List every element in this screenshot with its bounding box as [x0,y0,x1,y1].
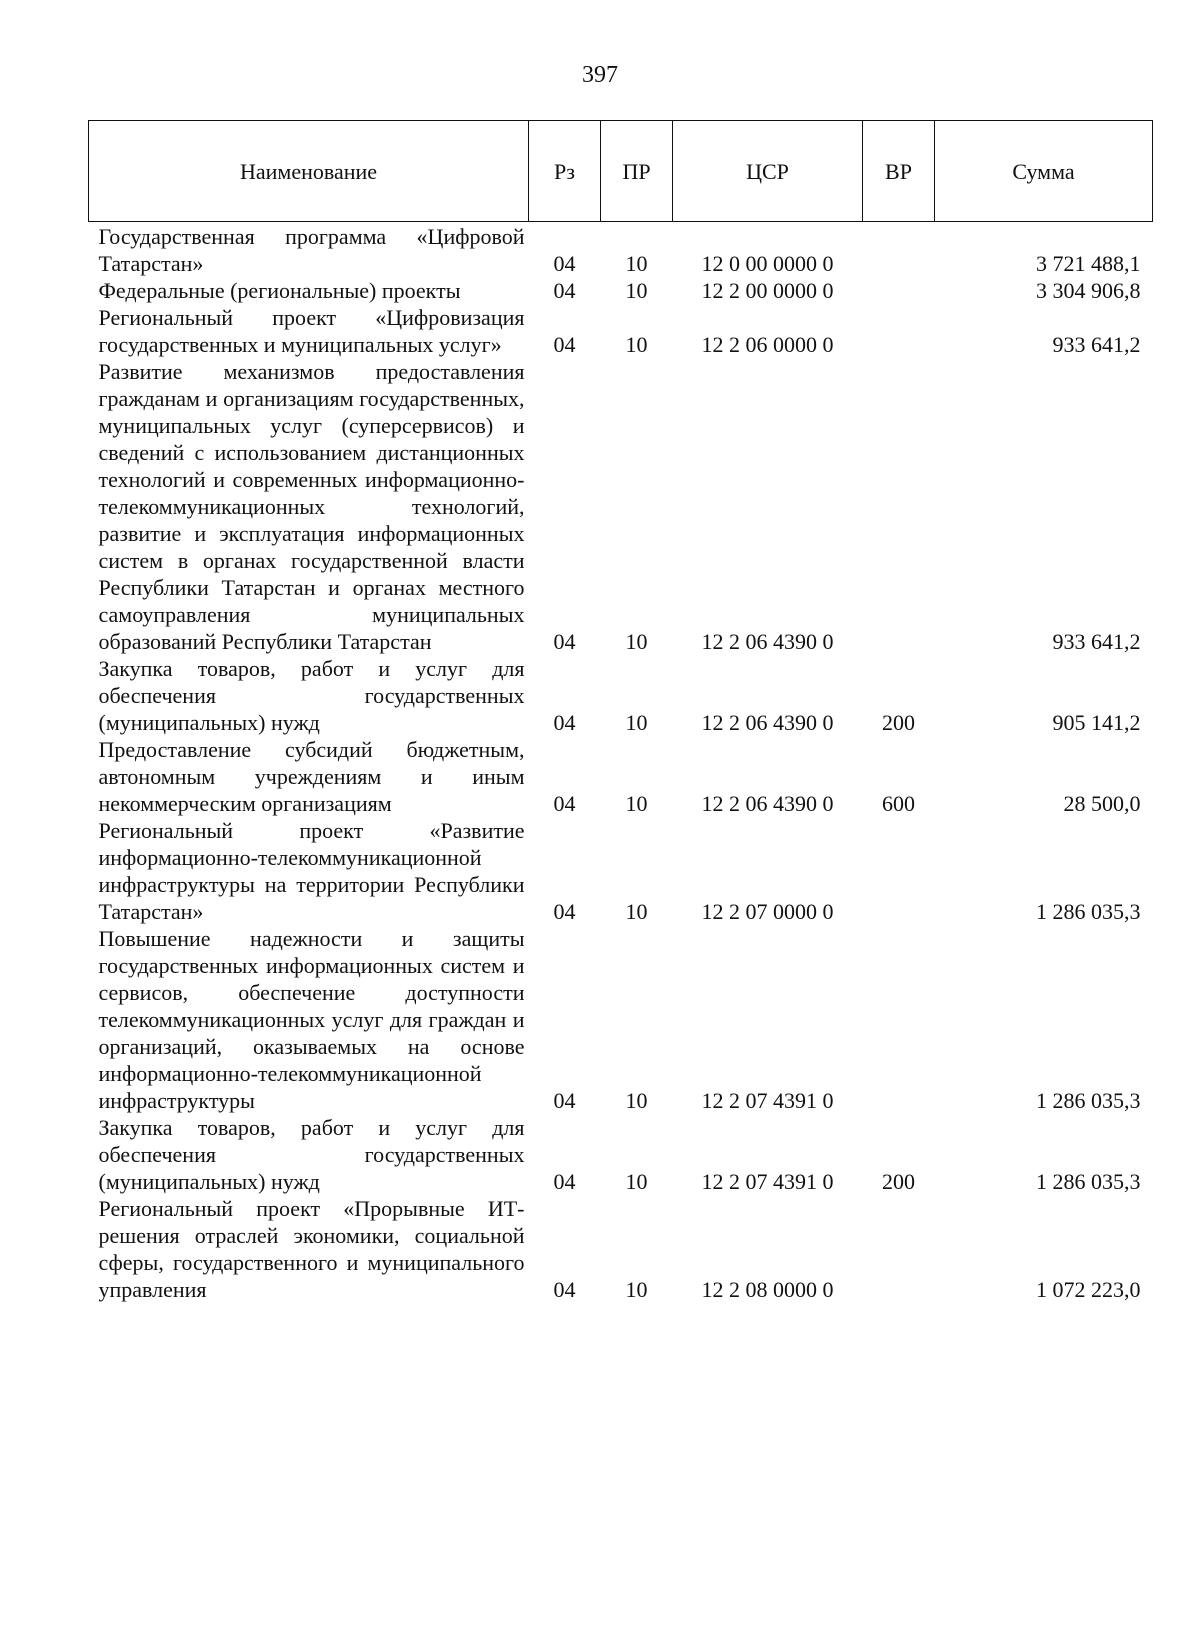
row-sum: 1 286 035,3 [1036,1169,1141,1194]
row-csr: 12 2 07 0000 0 [701,899,834,924]
row-rz: 04 [553,710,576,735]
row-vr [863,817,935,925]
row-vr: 200 [882,1169,915,1194]
row-name: Региональный проект «Развитие информационно-телекоммуникационной инфраструктуры на территории Республики Татарстан» [98,818,525,924]
table-header [89,121,1153,222]
row-rz: 04 [553,1277,576,1302]
table-row [89,277,1153,304]
row-rz: 04 [553,1169,576,1194]
row-rz: 04 [553,251,576,276]
table-row [89,222,1153,278]
row-vr [863,222,935,278]
row-sum: 1 286 035,3 [1036,1088,1141,1113]
table-row [89,817,1153,925]
row-csr: 12 2 08 0000 0 [701,1277,834,1302]
header-sum: Сумма [935,121,1153,222]
row-csr: 12 2 00 0000 0 [701,278,834,303]
row-rz: 04 [553,629,576,654]
row-pr: 10 [625,791,648,816]
row-csr: 12 2 06 4390 0 [701,791,834,816]
page-number: 397 [582,62,618,88]
budget-table [88,120,1153,1303]
row-pr: 10 [625,629,648,654]
header-csr: ЦСР [673,121,863,222]
row-pr: 10 [625,1277,648,1302]
row-rz: 04 [553,791,576,816]
row-name: Развитие механизмов предоставления гражданам и организациям государственных, муниципальных услуг (суперсервисов) и сведений с использованием дистанционных технологий и современных информационно-телекоммуникационных технологий, развитие и эксплуатация информационных систем в органах государственной власти Республики Татарстан и органах местного самоуправления муниципальных образований Республики Татарстан [98,359,525,654]
row-csr: 12 2 06 4390 0 [701,629,834,654]
row-name: Федеральные (региональные) проекты [98,278,461,303]
row-pr: 10 [625,251,648,276]
row-pr: 10 [625,710,648,735]
table-row [89,1114,1153,1195]
row-sum: 1 072 223,0 [1036,1277,1141,1302]
table-row [89,358,1153,655]
table-row [89,736,1153,817]
table-row [89,1195,1153,1303]
row-vr: 600 [882,791,915,816]
header-vr: ВР [863,121,935,222]
row-sum: 933 641,2 [1052,332,1141,357]
row-csr: 12 2 06 0000 0 [701,332,834,357]
header-rz: Рз [529,121,601,222]
row-csr: 12 2 07 4391 0 [701,1088,834,1113]
row-pr: 10 [625,278,648,303]
row-rz: 04 [553,278,576,303]
row-name: Региональный проект «Цифровизация государственных и муниципальных услуг» [98,305,525,357]
header-pr: ПР [601,121,673,222]
row-sum: 3 721 488,1 [1036,251,1141,276]
row-name: Повышение надежности и защиты государственных информационных систем и сервисов, обеспечение доступности телекоммуникационных услуг для граждан и организаций, оказываемых на основе информационно-телекоммуникационной инфраструктуры [98,926,525,1113]
row-sum: 1 286 035,3 [1036,899,1141,924]
row-rz: 04 [553,1088,576,1113]
row-pr: 10 [625,1088,648,1113]
table-row [89,655,1153,736]
row-pr: 10 [625,332,648,357]
row-sum: 933 641,2 [1052,629,1141,654]
row-vr [863,1195,935,1303]
row-pr: 10 [625,1169,648,1194]
row-sum: 3 304 906,8 [1036,278,1141,303]
row-vr [863,277,935,304]
row-csr: 12 2 07 4391 0 [701,1169,834,1194]
row-rz: 04 [553,899,576,924]
row-pr: 10 [625,899,648,924]
header-name: Наименование [89,121,529,222]
row-vr [863,304,935,358]
row-name: Предоставление субсидий бюджетным, автономным учреждениям и иным некоммерческим организациям [98,737,525,816]
row-vr [863,925,935,1114]
row-name: Закупка товаров, работ и услуг для обеспечения государственных (муниципальных) нужд [98,656,525,735]
row-vr [863,358,935,655]
row-sum: 905 141,2 [1052,710,1141,735]
table-row [89,304,1153,358]
row-vr: 200 [882,710,915,735]
row-name: Закупка товаров, работ и услуг для обеспечения государственных (муниципальных) нужд [98,1115,525,1194]
table-body [89,222,1153,1304]
table-row [89,925,1153,1114]
row-csr: 12 0 00 0000 0 [701,251,834,276]
row-sum: 28 500,0 [1063,791,1141,816]
row-rz: 04 [553,332,576,357]
row-csr: 12 2 06 4390 0 [701,710,834,735]
row-name: Государственная программа «Цифровой Татарстан» [98,224,525,276]
row-name: Региональный проект «Прорывные ИТ-решения отраслей экономики, социальной сферы, государственного и муниципального управления [98,1196,525,1302]
